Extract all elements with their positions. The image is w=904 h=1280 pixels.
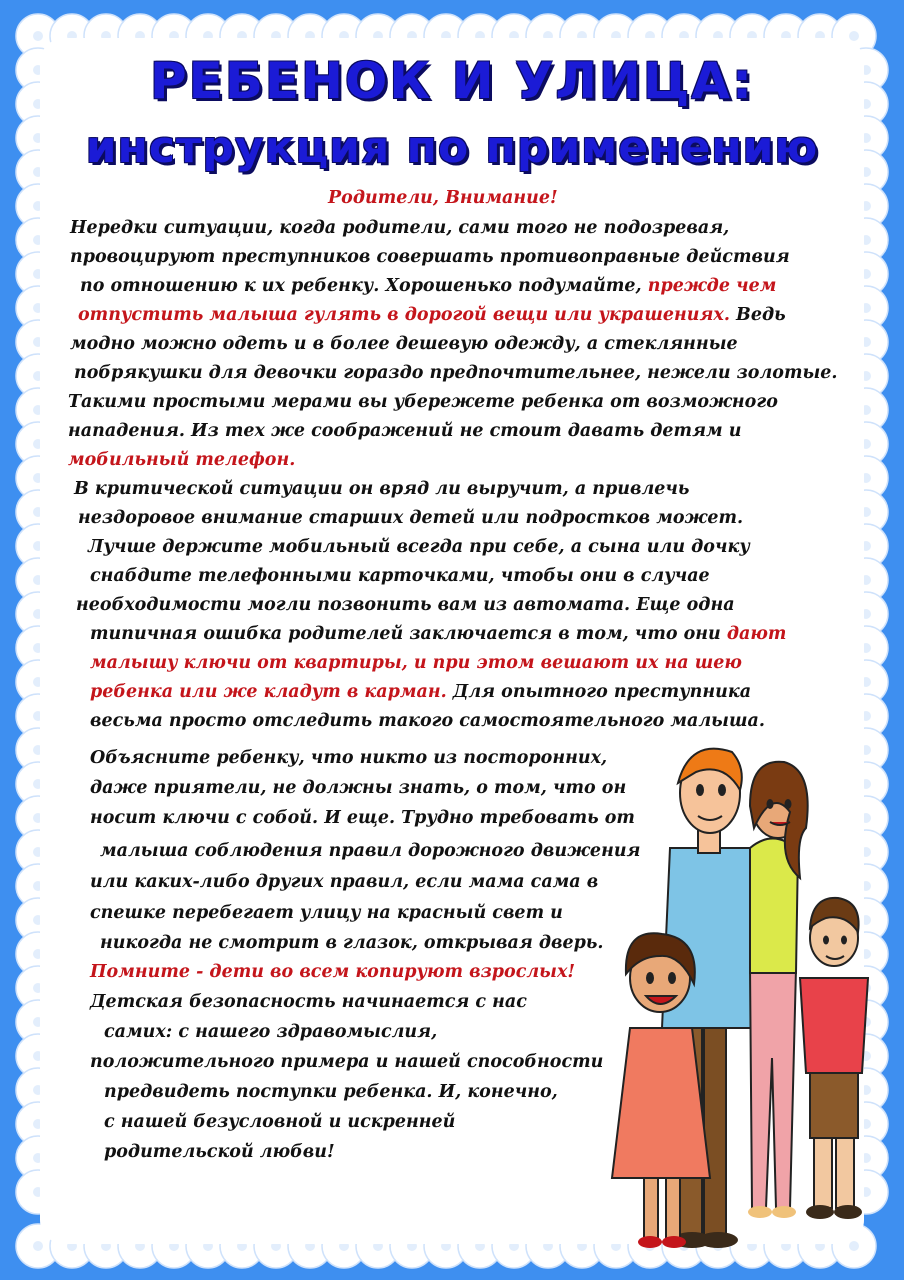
text-line: Лучше держите мобильный всегда при себе, а сына или дочку — [88, 537, 750, 557]
text-line: побрякушки для девочки гораздо предпочтительнее, нежели золотые. — [74, 363, 838, 383]
family-illustration — [600, 728, 880, 1268]
boy-figure — [800, 898, 868, 1219]
text-line: необходимости могли позвонить вам из автомата. Еще одна — [76, 595, 735, 615]
text-line: с нашей безусловной и искренней — [104, 1112, 456, 1132]
mother-figure — [748, 762, 808, 1218]
text-line: родительской любви! — [104, 1142, 335, 1162]
lace-dot — [849, 31, 859, 41]
text-line: предвидеть поступки ребенка. И, конечно, — [104, 1082, 558, 1102]
text-line: малышу ключи от квартиры, и при этом вешают их на шею — [90, 653, 742, 673]
text-line: нездоровое внимание старших детей или подростков может. — [78, 508, 744, 528]
text-line: даже приятели, не должны знать, о том, что он — [90, 778, 627, 798]
text-line: никогда не смотрит в глазок, открывая дверь. — [100, 933, 604, 953]
text-line: Детская безопасность начинается с нас — [90, 992, 527, 1012]
text-line: ребенка или же кладут в карман. Для опытного преступника — [90, 682, 752, 702]
text-line: весьма просто отследить такого самостоятельного малыша. — [90, 711, 765, 731]
text-line: провоцируют преступников совершать противоправные действия — [70, 247, 790, 267]
text-line: Нередки ситуации, когда родители, сами того не подозревая, — [70, 218, 730, 238]
attention-heading: Родители, Внимание! — [328, 188, 558, 208]
text-line: снабдите телефонными карточками, чтобы они в случае — [90, 566, 710, 586]
text-line: Такими простыми мерами вы убережете ребенка от возможного — [68, 392, 778, 412]
title-line-1: РЕБЕНОК И УЛИЦА: — [150, 52, 754, 110]
text-line: модно можно одеть и в более дешевую одежду, а стеклянные — [70, 334, 738, 354]
lace-dot — [33, 31, 43, 41]
text-line: В критической ситуации он вряд ли выручит, а привлечь — [74, 479, 690, 499]
text-line: типичная ошибка родителей заключается в том, что они дают — [90, 624, 787, 644]
remember-callout: Помните - дети во всем копируют взрослых! — [90, 962, 576, 982]
text-line: самих: с нашего здравомыслия, — [104, 1022, 438, 1042]
lace-dot — [33, 1241, 43, 1251]
text-line: нападения. Из тех же соображений не стоит давать детям и — [68, 421, 742, 441]
text-line: отпустить малыша гулять в дорогой вещи или украшениях. Ведь — [78, 305, 786, 325]
text-line: или каких-либо других правил, если мама сама в — [90, 872, 599, 892]
text-line: Объясните ребенку, что никто из посторонних, — [90, 748, 608, 768]
title-line-2: инструкция по применению — [85, 122, 819, 173]
text-line: носит ключи с собой. И еще. Трудно требовать от — [90, 808, 635, 828]
text-line: малыша соблюдения правил дорожного движения — [100, 841, 641, 861]
text-line: положительного примера и нашей способности — [90, 1052, 604, 1072]
text-line: мобильный телефон. — [68, 450, 296, 470]
text-line: по отношению к их ребенку. Хорошенько подумайте, прежде чем — [80, 276, 777, 296]
text-line: спешке перебегает улицу на красный свет и — [90, 903, 563, 923]
